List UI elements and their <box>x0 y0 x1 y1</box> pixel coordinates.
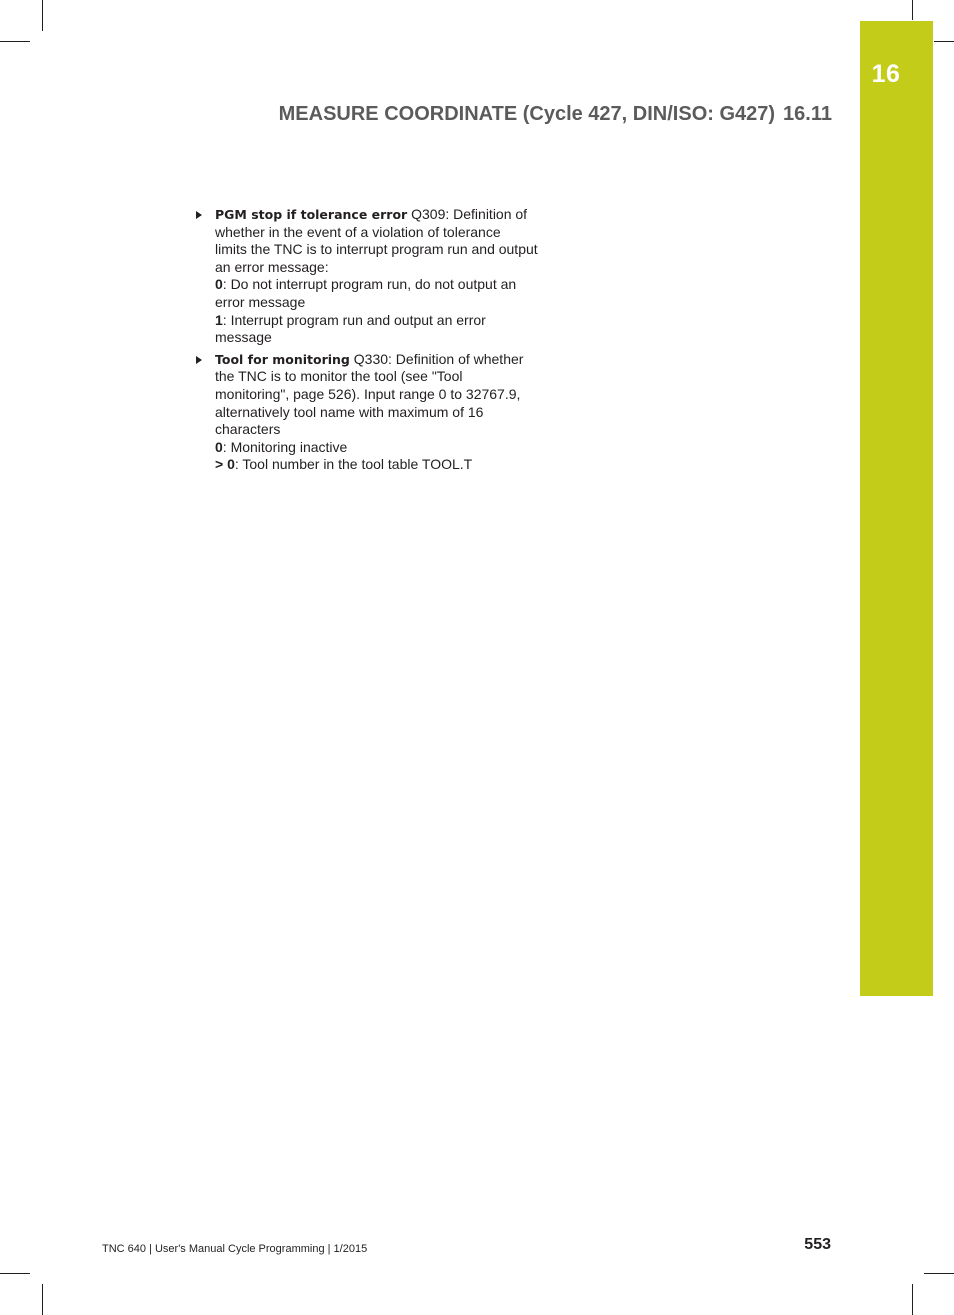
option-key: 1 <box>215 311 223 328</box>
param-option: 1: Interrupt program run and output an error <box>215 311 486 328</box>
param-option-cont: error message <box>215 293 306 310</box>
bullet-triangle-icon <box>196 356 202 364</box>
crop-mark <box>934 41 954 42</box>
param-option-cont: message <box>215 329 272 346</box>
param-label: PGM stop if tolerance error <box>215 207 408 222</box>
header-title: MEASURE COORDINATE (Cycle 427, DIN/ISO: G427) <box>278 103 776 125</box>
param-desc-line: limits the TNC is to interrupt program run and output <box>215 241 538 258</box>
crop-mark <box>924 1273 954 1274</box>
parameter-list <box>195 206 565 478</box>
option-key: 0 <box>215 438 223 455</box>
param-q309 <box>195 206 565 347</box>
crop-mark <box>912 0 913 20</box>
crop-mark <box>0 41 30 42</box>
param-label: Tool for monitoring <box>215 351 350 367</box>
param-desc-line: the TNC is to monitor the tool (see "Tool <box>215 368 463 385</box>
option-key: > 0 <box>215 456 235 473</box>
param-option: > 0: Tool number in the tool table TOOL.T <box>215 456 473 473</box>
crop-mark <box>912 1284 913 1315</box>
crop-mark <box>0 1273 30 1274</box>
chapter-tab <box>860 21 933 996</box>
footer-text: TNC 640 | User's Manual Cycle Programming | 1/2015 <box>102 1243 368 1255</box>
param-q330 <box>195 351 565 474</box>
crop-mark <box>42 1284 43 1315</box>
bullet-triangle-icon <box>196 211 202 219</box>
param-desc-line: monitoring", page 526). Input range 0 to 32767.9, <box>215 385 521 402</box>
page-header <box>200 103 832 126</box>
param-option: 0: Monitoring inactive <box>215 438 348 455</box>
crop-mark <box>42 0 43 31</box>
chapter-number: 16 <box>871 60 901 88</box>
param-desc-line: an error message: <box>215 258 329 275</box>
param-desc-line: characters <box>215 421 281 438</box>
param-option: 0: Do not interrupt program run, do not output an <box>215 276 517 293</box>
section-number: 16.11 <box>783 103 832 125</box>
param-desc-line: alternatively tool name with maximum of 16 <box>215 403 484 420</box>
option-key: 0 <box>215 276 223 293</box>
param-desc-line: PGM stop if tolerance error Q309: Definition of <box>215 206 528 222</box>
page-number: 553 <box>804 1236 831 1253</box>
param-desc-line: whether in the event of a violation of tolerance <box>215 223 501 240</box>
param-desc-line: Tool for monitoring Q330: Definition of whether <box>215 350 524 367</box>
